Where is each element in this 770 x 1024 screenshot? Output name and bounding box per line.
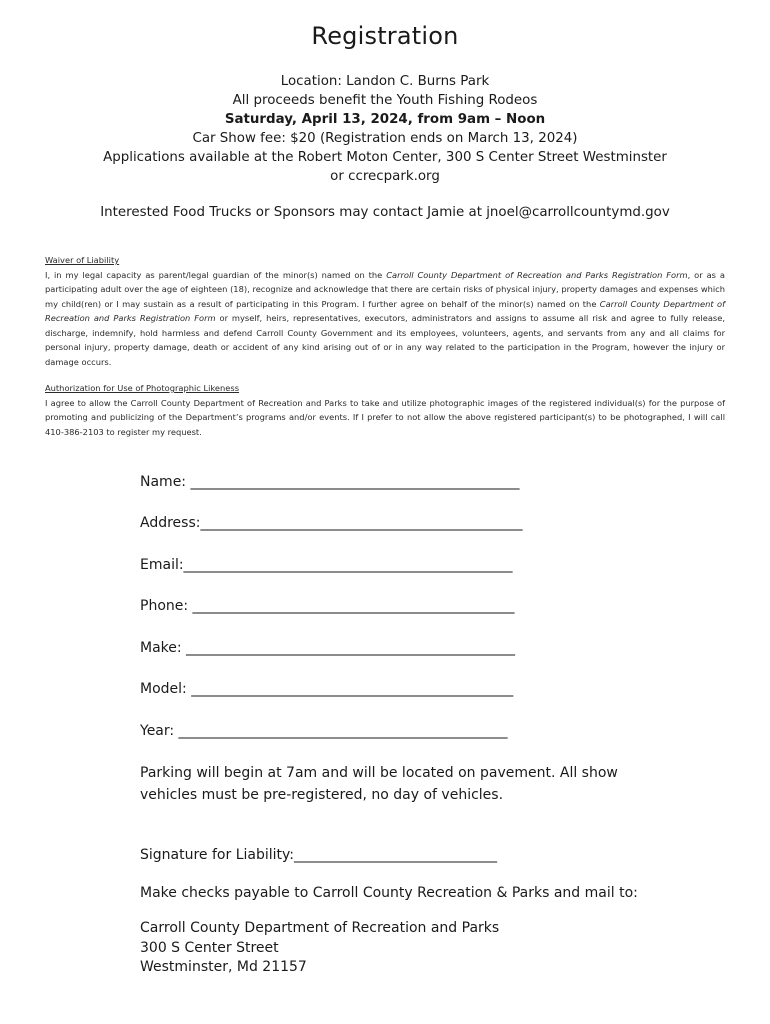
applications-line-2: or ccrecpark.org	[330, 169, 440, 184]
photo-section	[45, 381, 725, 439]
proceeds-line: All proceeds benefit the Youth Fishing Rodeos	[232, 93, 538, 108]
photo-text: I agree to allow the Carroll County Department of Recreation and Parks to take and utilize photographic images of the registered individual(s) for the purpose of promoting and publicizing of the Department’s programs and/or events. If I prefer to not allow the above registered participant(s) to be photographed, I will call 410-386-2103 to register my request.	[45, 397, 725, 437]
name-field[interactable]: Name: _______________________________________________	[140, 474, 520, 490]
waiver-text: I, in my legal capacity as parent/legal guardian of the minor(s) named on the Carroll County Department of Recreation and Parks Registration Form, or as a participating adult over the age of eighteen (18), recognize and acknowledge that there are certain risks of physical injury, property damages and expenses which my child(ren) or I may sustain as a result of participating in this Program. I further agree on behalf of the minor(s) named on the Carroll County Department of Recreation and Parks Registration Form or myself, heirs, representatives, executors, administrators and assigns to assume all risk and agree to fully release, discharge, indemnify, hold harmless and defend Carroll County Government and its employees, volunteers, agents, and servants from any and all claims for personal injury, property damage, death or accident of any kind arising out of or in any way related to the participation in the Program, however the injury or damage occurs.	[45, 269, 725, 367]
signature-field[interactable]: Signature for Liability:_____________________________	[140, 847, 497, 863]
address-line-2: 300 S Center Street	[140, 939, 279, 956]
address-field[interactable]: Address:______________________________________________	[140, 515, 523, 531]
event-date-line: Saturday, April 13, 2024, from 9am – Noon	[224, 112, 546, 127]
email-field[interactable]: Email:_______________________________________________	[140, 557, 513, 573]
photo-heading: Authorization for Use of Photographic Likeness	[45, 383, 240, 393]
waiver-heading: Waiver of Liability	[45, 255, 120, 265]
location-line: Location: Landon C. Burns Park	[280, 74, 490, 89]
year-field[interactable]: Year: _______________________________________________	[140, 723, 508, 739]
checks-note: Make checks payable to Carroll County Recreation & Parks and mail to:	[140, 885, 638, 901]
address-line-1: Carroll County Department of Recreation and Parks	[140, 920, 500, 936]
fee-line: Car Show fee: $20 (Registration ends on March 13, 2024)	[192, 131, 578, 146]
model-field[interactable]: Model: ______________________________________________	[140, 681, 514, 697]
address-line-3: Westminster, Md 21157	[140, 959, 307, 975]
applications-line-1: Applications available at the Robert Moton Center, 300 S Center Street Westminster	[103, 150, 667, 165]
phone-field[interactable]: Phone: ______________________________________________	[140, 598, 515, 614]
food-trucks-line: Interested Food Trucks or Sponsors may contact Jamie at jnoel@carrollcountymd.gov	[100, 205, 670, 220]
make-field[interactable]: Make: _______________________________________________	[140, 640, 516, 656]
event-header	[0, 72, 770, 186]
waiver-section	[45, 253, 725, 369]
mailing-address	[140, 919, 499, 978]
page-title: Registration	[311, 22, 459, 50]
parking-note: Parking will begin at 7am and will be located on pavement. All show vehicles must be pre-registered, no day of vehicles.	[140, 765, 618, 803]
